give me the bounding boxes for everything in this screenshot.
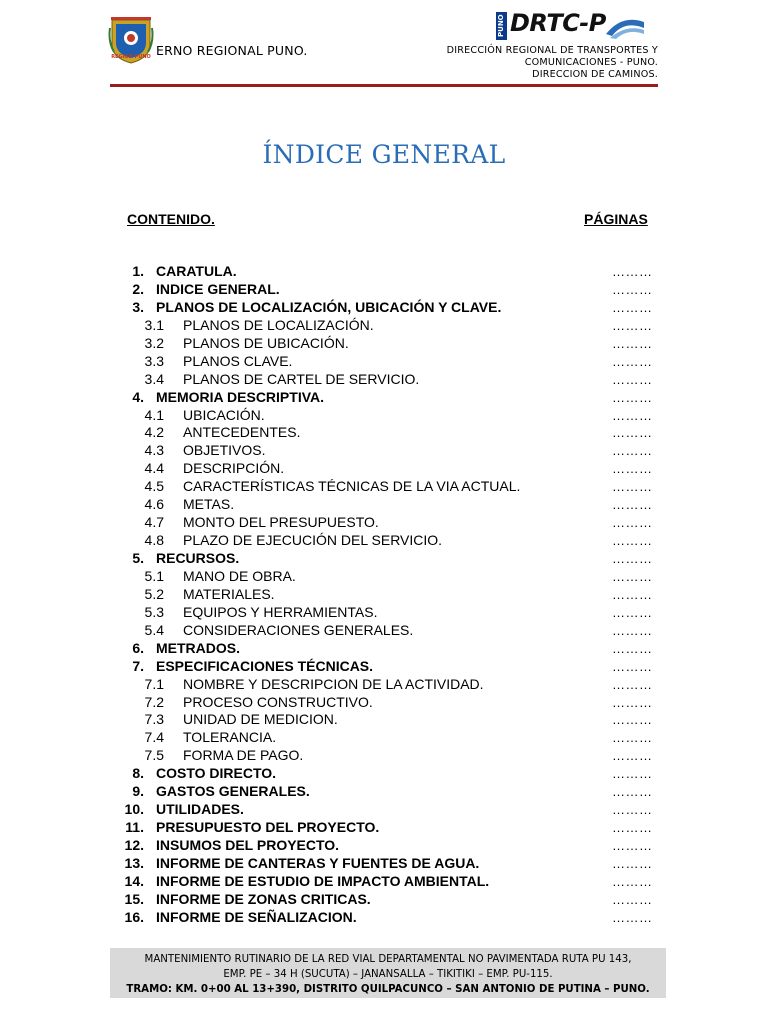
toc-entry-number: 7.2 [144, 693, 164, 710]
toc-subsection-entry [0, 586, 768, 604]
toc-subsection-entry [0, 729, 768, 747]
toc-entry-page-dots: ……… [612, 586, 653, 602]
toc-entry-page-dots: ……… [612, 604, 653, 620]
toc-entry-label: INFORME DE CANTERAS Y FUENTES DE AGUA. [156, 854, 480, 871]
toc-entry-number: 5.3 [144, 603, 164, 620]
toc-entry-label: PLANOS DE UBICACIÓN. [183, 334, 349, 351]
toc-entry-number: 14. [124, 872, 144, 889]
toc-entry-number: 5.1 [144, 567, 164, 584]
toc-entry-page-dots: ……… [612, 658, 653, 674]
logo-wordmark: DRTC-P [510, 9, 606, 37]
footer-line-1: MANTENIMIENTO RUTINARIO DE LA RED VIAL DEPARTAMENTAL NO PAVIMENTADA RUTA PU 143, [144, 954, 632, 965]
pages-column-heading: PÁGINAS [584, 211, 648, 227]
toc-entry-page-dots: ……… [612, 676, 653, 692]
toc-entry-label: EQUIPOS Y HERRAMIENTAS. [183, 603, 378, 620]
toc-entry-number: 4.6 [144, 496, 164, 513]
header-divider [110, 84, 658, 87]
toc-entry-page-dots: ……… [612, 622, 653, 638]
toc-entry-number: 13. [124, 854, 144, 871]
toc-entry-number: 4.2 [144, 424, 164, 441]
toc-entry-page-dots: ……… [612, 855, 653, 871]
toc-entry-label: UTILIDADES. [156, 801, 244, 818]
toc-entry-page-dots: ……… [612, 299, 653, 315]
toc-entry-page-dots: ……… [612, 407, 653, 423]
toc-entry-number: 1. [132, 263, 144, 279]
toc-subsection-entry [0, 604, 768, 622]
toc-subsection-entry [0, 676, 768, 694]
table-of-contents [0, 263, 768, 927]
toc-entry-page-dots: ……… [612, 497, 653, 513]
toc-entry-page-dots: ……… [612, 766, 653, 782]
toc-entry-number: 11. [125, 819, 144, 836]
toc-section-entry [0, 263, 768, 281]
toc-entry-page-dots: ……… [612, 443, 653, 459]
toc-entry-page-dots: ……… [612, 820, 653, 836]
toc-subsection-entry [0, 442, 768, 460]
toc-entry-number: 9. [132, 783, 144, 800]
toc-section-entry [0, 837, 768, 855]
toc-entry-page-dots: ……… [612, 461, 653, 477]
toc-subsection-entry [0, 622, 768, 640]
toc-subsection-entry [0, 694, 768, 712]
toc-entry-label: ANTECEDENTES. [183, 424, 301, 441]
toc-entry-label: MANO DE OBRA. [183, 567, 296, 584]
toc-entry-page-dots: ……… [612, 784, 653, 800]
toc-subsection-entry [0, 407, 768, 425]
page-title: ÍNDICE GENERAL [262, 140, 506, 169]
toc-section-entry [0, 783, 768, 801]
toc-entry-page-dots: ……… [612, 551, 653, 566]
page-header [0, 0, 768, 90]
toc-entry-number: 3.1 [144, 316, 164, 333]
toc-subsection-entry [0, 317, 768, 335]
toc-entry-number: 4.5 [144, 478, 164, 495]
toc-section-entry [0, 389, 768, 407]
toc-entry-number: 8. [132, 765, 144, 782]
toc-entry-page-dots: ……… [612, 568, 653, 584]
toc-entry-number: 3.4 [144, 370, 164, 387]
toc-entry-label: PLANOS DE LOCALIZACIÓN, UBICACIÓN Y CLAVE. [156, 298, 502, 315]
toc-entry-number: 7.5 [144, 747, 164, 764]
page-footer [110, 948, 666, 998]
toc-entry-number: 12. [124, 837, 144, 853]
toc-entry-page-dots: ……… [612, 335, 653, 351]
header-right-line: DIRECCIÓN REGIONAL DE TRANSPORTES Y [446, 45, 658, 56]
toc-entry-page-dots: ……… [612, 712, 653, 728]
toc-section-entry [0, 873, 768, 891]
toc-section-entry [0, 658, 768, 676]
toc-entry-label: MATERIALES. [183, 585, 275, 602]
toc-entry-number: 3.2 [144, 334, 164, 351]
toc-entry-number: 3.3 [144, 352, 164, 369]
header-right-line: COMUNICACIONES - PUNO. [524, 57, 658, 68]
toc-entry-page-dots: ……… [612, 730, 653, 746]
toc-entry-label: RECURSOS. [156, 550, 240, 566]
toc-entry-number: 4.3 [144, 442, 164, 459]
logo-caption: REGION PUNO [111, 54, 151, 60]
toc-entry-label: DESCRIPCIÓN. [183, 460, 285, 477]
toc-subsection-entry [0, 514, 768, 532]
toc-entry-label: METAS. [183, 496, 235, 513]
toc-entry-page-dots: ……… [612, 533, 653, 549]
toc-entry-number: 7.3 [144, 711, 164, 728]
toc-entry-label: PLANOS CLAVE. [183, 352, 293, 369]
toc-subsection-entry [0, 478, 768, 496]
toc-subsection-entry [0, 747, 768, 765]
header-right-line: DIRECCION DE CAMINOS. [532, 69, 658, 80]
toc-entry-label: MONTO DEL PRESUPUESTO. [183, 514, 379, 531]
toc-entry-page-dots: ……… [612, 371, 653, 387]
toc-section-entry [0, 891, 768, 909]
toc-section-entry [0, 765, 768, 783]
toc-entry-page-dots: ……… [612, 694, 653, 710]
toc-section-entry [0, 819, 768, 837]
toc-entry-number: 2. [132, 280, 144, 297]
toc-entry-label: PROCESO CONSTRUCTIVO. [183, 693, 373, 710]
contents-column-heading: CONTENIDO. [127, 211, 215, 227]
toc-entry-number: 7. [132, 657, 144, 674]
toc-subsection-entry [0, 532, 768, 550]
toc-entry-number: 5. [132, 550, 144, 566]
toc-entry-number: 4.4 [144, 460, 164, 477]
toc-entry-page-dots: ……… [612, 281, 653, 297]
toc-section-entry [0, 550, 768, 568]
toc-entry-label: FORMA DE PAGO. [183, 747, 304, 764]
toc-entry-label: PRESUPUESTO DEL PROYECTO. [156, 819, 380, 836]
footer-line-3: TRAMO: KM. 0+00 AL 13+390, DISTRITO QUILPACUNCO – SAN ANTONIO DE PUTINA – PUNO. [126, 984, 650, 995]
toc-entry-label: MEMORIA DESCRIPTIVA. [156, 388, 325, 405]
toc-entry-label: OBJETIVOS. [183, 442, 266, 459]
toc-entry-number: 10. [124, 801, 144, 818]
toc-entry-page-dots: ……… [612, 353, 653, 369]
toc-entry-page-dots: ……… [612, 317, 653, 333]
toc-entry-page-dots: ……… [612, 425, 653, 441]
toc-entry-number: 7.4 [144, 729, 164, 746]
toc-entry-label: INSUMOS DEL PROYECTO. [156, 837, 340, 853]
toc-entry-page-dots: ……… [612, 838, 653, 853]
toc-entry-page-dots: ……… [612, 873, 653, 889]
toc-entry-page-dots: ……… [612, 479, 653, 495]
toc-section-entry [0, 909, 768, 927]
toc-entry-label: INFORME DE SEÑALIZACION. [156, 908, 357, 925]
toc-section-entry [0, 640, 768, 658]
toc-entry-page-dots: ……… [612, 640, 653, 656]
toc-entry-label: UBICACIÓN. [183, 406, 265, 423]
toc-entry-label: CARATULA. [156, 263, 237, 279]
toc-entry-number: 5.4 [144, 621, 164, 638]
toc-entry-page-dots: ……… [612, 264, 653, 279]
toc-subsection-entry [0, 371, 768, 389]
toc-section-entry [0, 281, 768, 299]
drtc-puno-logo [496, 9, 646, 40]
toc-entry-label: PLANOS DE LOCALIZACIÓN. [183, 316, 374, 333]
toc-entry-label: UNIDAD DE MEDICION. [183, 711, 338, 728]
toc-subsection-entry [0, 335, 768, 353]
toc-entry-number: 4.1 [144, 406, 164, 423]
toc-entry-label: ESPECIFICACIONES TÉCNICAS. [156, 657, 374, 674]
header-left-text: ERNO REGIONAL PUNO. [156, 43, 308, 58]
toc-entry-label: COSTO DIRECTO. [156, 765, 277, 782]
footer-line-2: EMP. PE – 34 H (SUCUTA) – JANANSALLA – TIKITIKI – EMP. PU-115. [223, 969, 553, 980]
toc-entry-label: METRADOS. [156, 639, 240, 656]
toc-entry-number: 4. [132, 388, 144, 405]
toc-subsection-entry [0, 353, 768, 371]
toc-entry-page-dots: ……… [612, 891, 653, 907]
toc-entry-label: INDICE GENERAL. [156, 280, 280, 297]
toc-entry-label: NOMBRE Y DESCRIPCION DE LA ACTIVIDAD. [183, 675, 484, 692]
toc-entry-number: 15. [124, 890, 144, 907]
toc-entry-page-dots: ……… [612, 515, 653, 531]
toc-entry-label: INFORME DE ZONAS CRITICAS. [156, 890, 371, 907]
toc-entry-number: 4.8 [144, 532, 164, 549]
toc-entry-number: 5.2 [144, 585, 164, 602]
toc-entry-number: 3. [132, 298, 144, 315]
toc-entry-label: GASTOS GENERALES. [156, 783, 310, 800]
toc-subsection-entry [0, 424, 768, 442]
toc-subsection-entry [0, 711, 768, 729]
toc-entry-label: INFORME DE ESTUDIO DE IMPACTO AMBIENTAL. [156, 872, 490, 889]
toc-entry-page-dots: ……… [612, 748, 653, 764]
toc-entry-number: 16. [124, 908, 144, 925]
toc-section-entry [0, 801, 768, 819]
toc-entry-page-dots: ……… [612, 909, 653, 925]
logo-puno-tag: PUNO [496, 12, 507, 40]
toc-entry-page-dots: ……… [612, 802, 653, 818]
toc-subsection-entry [0, 496, 768, 514]
toc-entry-number: 6. [132, 639, 144, 656]
toc-entry-label: CONSIDERACIONES GENERALES. [183, 621, 414, 638]
toc-entry-label: PLAZO DE EJECUCIÓN DEL SERVICIO. [183, 532, 443, 549]
toc-section-entry [0, 855, 768, 873]
region-puno-logo [108, 14, 154, 66]
toc-section-entry [0, 299, 768, 317]
logo-swoosh-icon [604, 12, 646, 40]
toc-entry-label: TOLERANCIA. [183, 729, 277, 746]
toc-entry-number: 4.7 [144, 514, 164, 531]
header-right-text [447, 45, 658, 81]
toc-entry-number: 7.1 [144, 675, 164, 692]
toc-entry-label: CARACTERÍSTICAS TÉCNICAS DE LA VIA ACTUAL. [183, 478, 521, 495]
toc-subsection-entry [0, 460, 768, 478]
toc-subsection-entry [0, 568, 768, 586]
toc-entry-page-dots: ……… [612, 389, 653, 405]
toc-entry-label: PLANOS DE CARTEL DE SERVICIO. [183, 370, 420, 387]
